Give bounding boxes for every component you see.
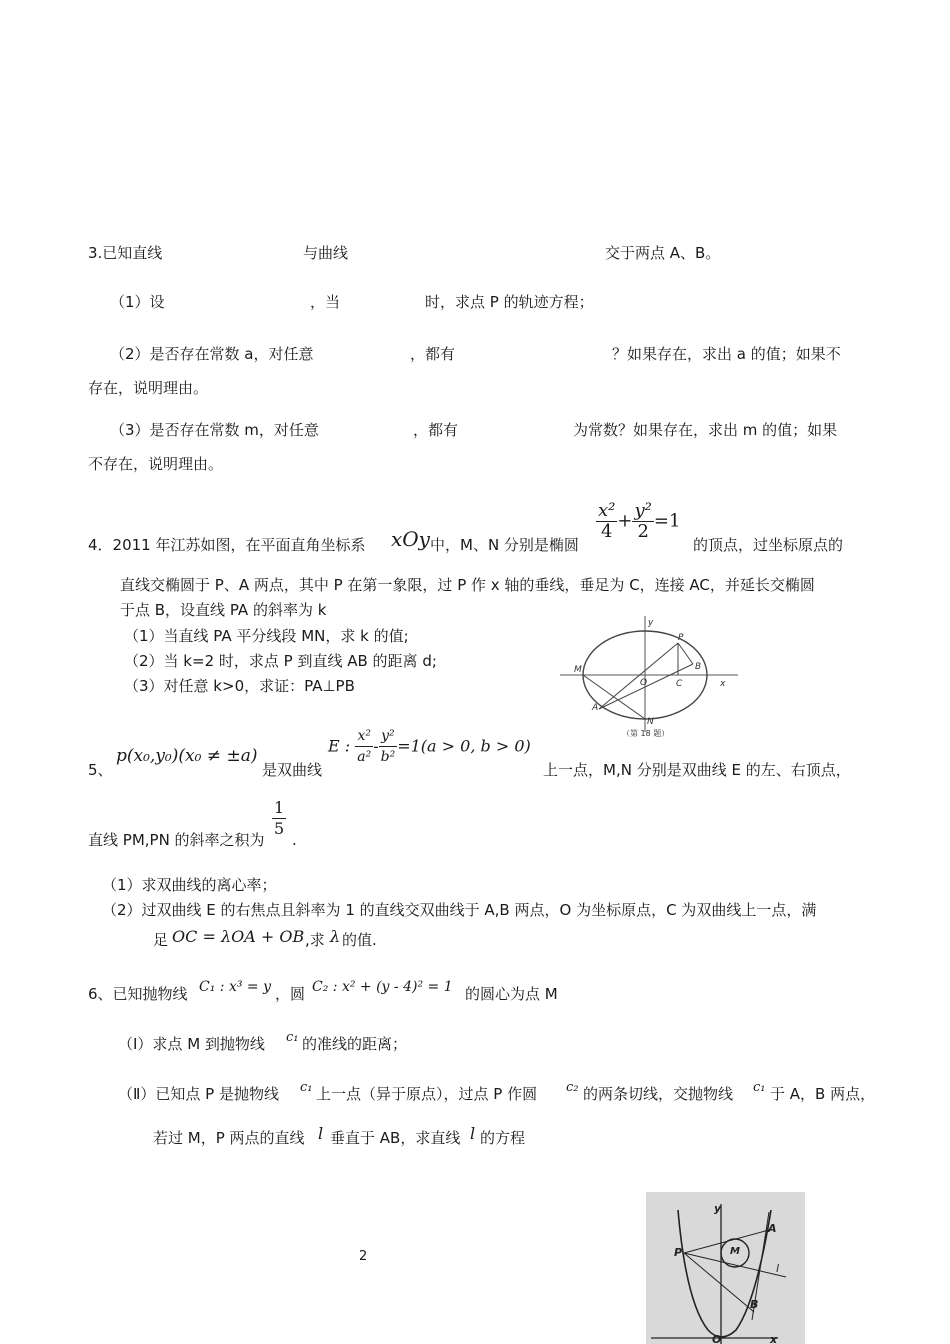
q5-number: 5、 — [88, 761, 113, 779]
q6-part2-c: 的两条切线，交抛物线 — [583, 1085, 734, 1103]
q6-line-l-second: l — [470, 1124, 476, 1143]
q4-ellipse-figure — [558, 606, 743, 740]
q6-part2-e-c: 的方程 — [480, 1129, 526, 1147]
figure-background — [646, 1192, 805, 1344]
q4-intro-c: 的顶点，过坐标原点的 — [693, 536, 844, 554]
q6-parabola-equation: C₁ : x³ = y — [199, 979, 271, 995]
q3-part1-c: 时，求点 P 的轨迹方程； — [425, 293, 594, 311]
label-y: y — [648, 618, 654, 628]
label-x: x — [770, 1333, 778, 1344]
q3-part3-b: ，都有 — [413, 421, 459, 439]
label-o: O — [640, 678, 648, 688]
q4-ellipse-y-term: $\frac{\text{y²}}{2}$ — [634, 500, 652, 542]
q3-part3-c: 为常数？如果存在，求出 m 的值；如果 — [573, 421, 838, 439]
q5-vector-equation: OC = λOA + OB — [172, 927, 305, 946]
q4-ellipse-equation: $\frac{\text{x²}}{4}$ + $\frac{\text{y²}}{2}$ =1 — [598, 500, 681, 542]
line-pa — [599, 643, 678, 709]
q5-item1: （1）求双曲线的离心率； — [102, 876, 277, 894]
q6-circle-equation: C₂ : x² + (y - 4)² = 1 — [312, 979, 453, 995]
q4-coordinate-system: xOy — [391, 527, 430, 551]
q5-intro-b: 是双曲线 — [262, 761, 323, 779]
q3-part2-d: 存在，说明理由。 — [88, 379, 209, 397]
q5-item2-b-b: ,求 — [305, 931, 325, 949]
q6-part2-c2: c₂ — [566, 1080, 579, 1095]
q6-intro-c: 的圆心为点 M — [465, 985, 558, 1003]
q4-intro-a: 4．2011 年江苏如图，在平面直角坐标系 — [88, 536, 366, 554]
q4-item3: （3）对任意 k>0，求证：PA⊥PB — [124, 677, 355, 695]
label-p: P — [678, 633, 684, 643]
label-l: l — [776, 1262, 780, 1275]
q6-part2-e-b: 垂直于 AB，求直线 — [330, 1129, 461, 1147]
q5-intro-c: 上一点，M,N 分别是双曲线 E 的左、右顶点， — [543, 761, 851, 779]
label-o: O — [712, 1333, 722, 1344]
q5-item2: （2）过双曲线 E 的右焦点且斜率为 1 的直线交双曲线于 A,B 两点，O 为坐标原点，C 为双曲线上一点，满 — [102, 901, 817, 919]
label-c: C — [676, 679, 683, 689]
q6-part1-c1: c₁ — [286, 1030, 299, 1045]
q6-parabola-figure — [646, 1192, 805, 1344]
label-n: N — [647, 717, 654, 727]
q5-lambda: λ — [330, 927, 341, 946]
q5-hyperbola-x-term: $\frac{\text{x²}}{\text{a²}}$ — [357, 728, 372, 765]
q6-part2-c1: c₁ — [300, 1080, 313, 1095]
page-number: 2 — [359, 1249, 368, 1264]
q6-part2-e-a: 若过 M，P 两点的直线 — [153, 1129, 305, 1147]
q4-line3: 于点 B，设直线 PA 的斜率为 k — [120, 601, 327, 619]
figure-caption: （第 18 题） — [622, 729, 670, 738]
q5-point-expression: p(x₀,y₀)(x₀ ≠ ±a) — [116, 746, 258, 766]
q3-part3-a: （3）是否存在常数 m，对任意 — [110, 421, 319, 439]
q5-hyperbola-y-term: $\frac{\text{y²}}{\text{b²}}$ — [380, 728, 396, 765]
q3-intro-a: 3.已知直线 — [88, 244, 163, 262]
q6-part2-d: 于 A，B 两点， — [770, 1085, 876, 1103]
q5-hyperbola-equation: E : $\frac{\text{x²}}{\text{a²}}$ - $\frac{\text{y²}}{\text{b²}}$ =1(a > 0, b > 0) — [328, 728, 531, 765]
q6-part2-b: 上一点（异于原点），过点 P 作圆 — [316, 1085, 538, 1103]
q4-item1: （1）当直线 PA 平分线段 MN，求 k 的值; — [124, 627, 409, 645]
label-m: M — [730, 1246, 740, 1257]
q6-part1-a: （Ⅰ）求点 M 到抛物线 — [118, 1035, 265, 1053]
q6-line-l: l — [318, 1124, 324, 1143]
q4-ellipse-x-term: $\frac{\text{x²}}{4}$ — [598, 500, 616, 542]
q3-part1-a: （1）设 — [110, 293, 165, 311]
label-x: x — [720, 679, 726, 689]
label-a: A — [592, 703, 599, 713]
label-a: A — [768, 1222, 777, 1235]
q3-part2-b: ，都有 — [410, 345, 456, 363]
q3-intro-b: 与曲线 — [303, 244, 349, 262]
q4-intro-b: 中，M、N 分别是椭圆 — [430, 536, 579, 554]
q6-part2-c1-second: c₁ — [753, 1080, 766, 1095]
label-p: P — [674, 1246, 683, 1259]
q3-part2-a: （2）是否存在常数 a，对任意 — [110, 345, 314, 363]
label-m: M — [574, 665, 582, 675]
label-b: B — [750, 1298, 759, 1311]
q3-intro-c: 交于两点 A、B。 — [605, 244, 721, 262]
q3-part1-b: ，当 — [310, 293, 341, 311]
q5-item2-b-a: 足 — [153, 931, 169, 949]
q5-slope-end: . — [292, 831, 297, 849]
q6-intro-b: ，圆 — [275, 985, 306, 1003]
q5-slope-fraction: $\frac{1}{5}$ — [274, 798, 285, 838]
q5-item2-b-c: 的值. — [342, 931, 377, 949]
q3-part2-c: ？如果存在，求出 a 的值；如果不 — [612, 345, 841, 363]
q4-line2: 直线交椭圆于 P、A 两点，其中 P 在第一象限，过 P 作 x 轴的垂线，垂足为 C，连接 AC，并延长交椭圆 — [120, 576, 815, 594]
q6-intro-a: 6、已知抛物线 — [88, 985, 188, 1003]
label-b: B — [695, 662, 702, 672]
q6-part2-a: （Ⅱ）已知点 P 是抛物线 — [118, 1085, 279, 1103]
label-y: y — [714, 1202, 722, 1215]
q3-part3-d: 不存在，说明理由。 — [88, 455, 224, 473]
q4-item2: （2）当 k=2 时，求点 P 到直线 AB 的距离 d; — [124, 652, 437, 670]
q6-part1-b: 的准线的距离； — [302, 1035, 408, 1053]
q5-slope-text: 直线 PM,PN 的斜率之积为 — [88, 831, 265, 849]
